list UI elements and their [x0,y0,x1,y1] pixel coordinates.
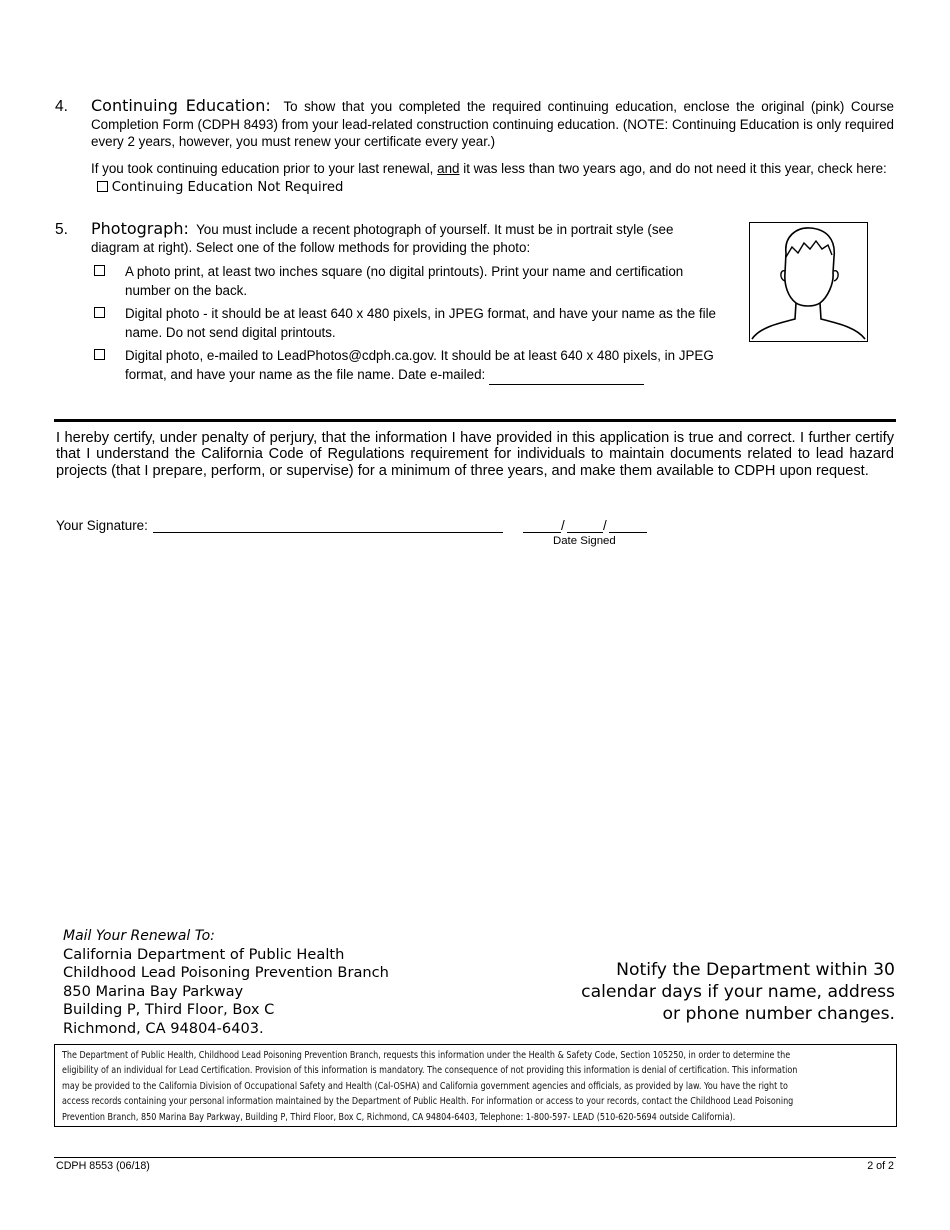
section-4-number: 4. [55,98,68,115]
ce-not-required-checkbox[interactable] [97,181,108,192]
legal-line: Prevention Branch, 850 Marina Bay Parkway, Building P, Third Floor, Box C, Richmond, CA 94804-6403, Telephone: 1-800-597- LEAD (510-620-5694 outside California). [62,1111,736,1123]
date-slash-2: / [603,518,607,533]
mail-line: Richmond, CA 94804-6403. [63,1019,264,1037]
footer-rule [54,1157,896,1158]
mail-block [63,927,389,1038]
notice-line: or phone number changes. [662,1004,895,1024]
date-month-field[interactable] [523,532,561,533]
photo-print-checkbox[interactable] [94,265,105,276]
date-year-field[interactable] [609,532,647,533]
mail-line: 850 Marina Bay Parkway [63,982,244,1000]
legal-line: access records containing your personal information maintained by the Department of Public Health. For information or access to your records, contact the Childhood Lead Poisoning [62,1096,794,1108]
date-emailed-field[interactable] [489,365,644,385]
prior-text-1: If you took continuing education prior to your last renewal, [91,161,434,176]
date-slash-1: / [561,518,565,533]
photo-option-email [92,346,732,385]
notice-block [540,959,895,1025]
privacy-notice-box [54,1044,897,1127]
section-divider [54,419,896,422]
legal-line: The Department of Public Health, Childhood Lead Poisoning Prevention Branch, requests this information under the Health & Safety Code, Section 105250, in order to determine the [62,1050,791,1061]
photo-option-print-text: A photo print, at least two inches square (no digital printouts). Print your name and certification number on the back. [125,264,684,298]
mail-line: California Department of Public Health [63,945,345,963]
signature-field[interactable] [153,532,503,533]
photo-option-email-label: Digital photo, e-mailed to LeadPhotos@cdph.ca.gov. It should be at least 640 x 480 pixels, in JPEG format, and have your name as the file name. Date e-mailed: [125,348,714,382]
legal-line: may be provided to the California Division of Occupational Safety and Health (Cal-OSHA) and California government agencies and officials, as provided by law. You have the right to [62,1080,788,1092]
photo-option-digital-text: Digital photo - it should be at least 640 x 480 pixels, in JPEG format, and have your name as the file name. Do not send digital printouts. [125,306,717,340]
section-5-text: You must include a recent photograph of yourself. It must be in portrait style (see diagram at right). Select one of the follow methods for providing the photo: [91,222,674,255]
certification-text: I hereby certify, under penalty of perjury, that the information I have provided in this application is true and correct. I further certify that I understand the California Code of Regulations requirement for individuals to maintain documents related to lead hazard projects (that I prepare, perform, or supervise) for a minimum of three years, and make them available to CDPH upon request. [56,430,894,479]
photo-email-checkbox[interactable] [94,349,105,360]
date-signed-caption: Date Signed [553,535,616,547]
photo-option-digital [92,304,732,342]
ce-not-required-label: Continuing Education Not Required [111,179,344,195]
section-4-text: To show that you completed the required continuing education, enclose the original (pink) Course Completion Form (CDPH 8493) from your lead-related construction continuing education. (NOTE: Continuing Education is only required every 2 years, however, you must renew your certificate every year.) [91,99,894,149]
legal-line: eligibility of an individual for Lead Certification. Provision of this information is mandatory. The consequence of not providing this information is denial of certification. This information [62,1065,798,1077]
photo-option-email-text [125,346,732,385]
signature-label: Your Signature: [56,518,148,533]
date-day-field[interactable] [567,532,603,533]
section-5-number: 5. [55,221,68,238]
photo-option-print [92,262,732,300]
form-id: CDPH 8553 (06/18) [56,1160,150,1172]
section-4-prior-note [91,160,894,196]
prior-text-2: it was less than two years ago, and do not need it this year, check here: [463,161,887,176]
mail-heading: Mail Your Renewal To: [63,928,215,944]
notice-line: calendar days if your name, address [581,982,895,1002]
photo-digital-checkbox[interactable] [94,307,105,318]
portrait-head-icon [750,223,867,341]
mail-line: Childhood Lead Poisoning Prevention Branch [63,964,389,981]
section-5-paragraph [91,220,721,256]
section-5-title: Photograph: [91,219,189,238]
prior-and: and [437,161,460,176]
notice-line: Notify the Department within 30 [616,960,895,980]
privacy-notice-text [62,1048,896,1125]
section-4-paragraph [91,97,894,151]
page-number: 2 of 2 [867,1160,894,1172]
mail-line: Building P, Third Floor, Box C [63,1001,275,1018]
section-4-title: Continuing Education: [91,96,271,115]
portrait-diagram [749,222,868,342]
